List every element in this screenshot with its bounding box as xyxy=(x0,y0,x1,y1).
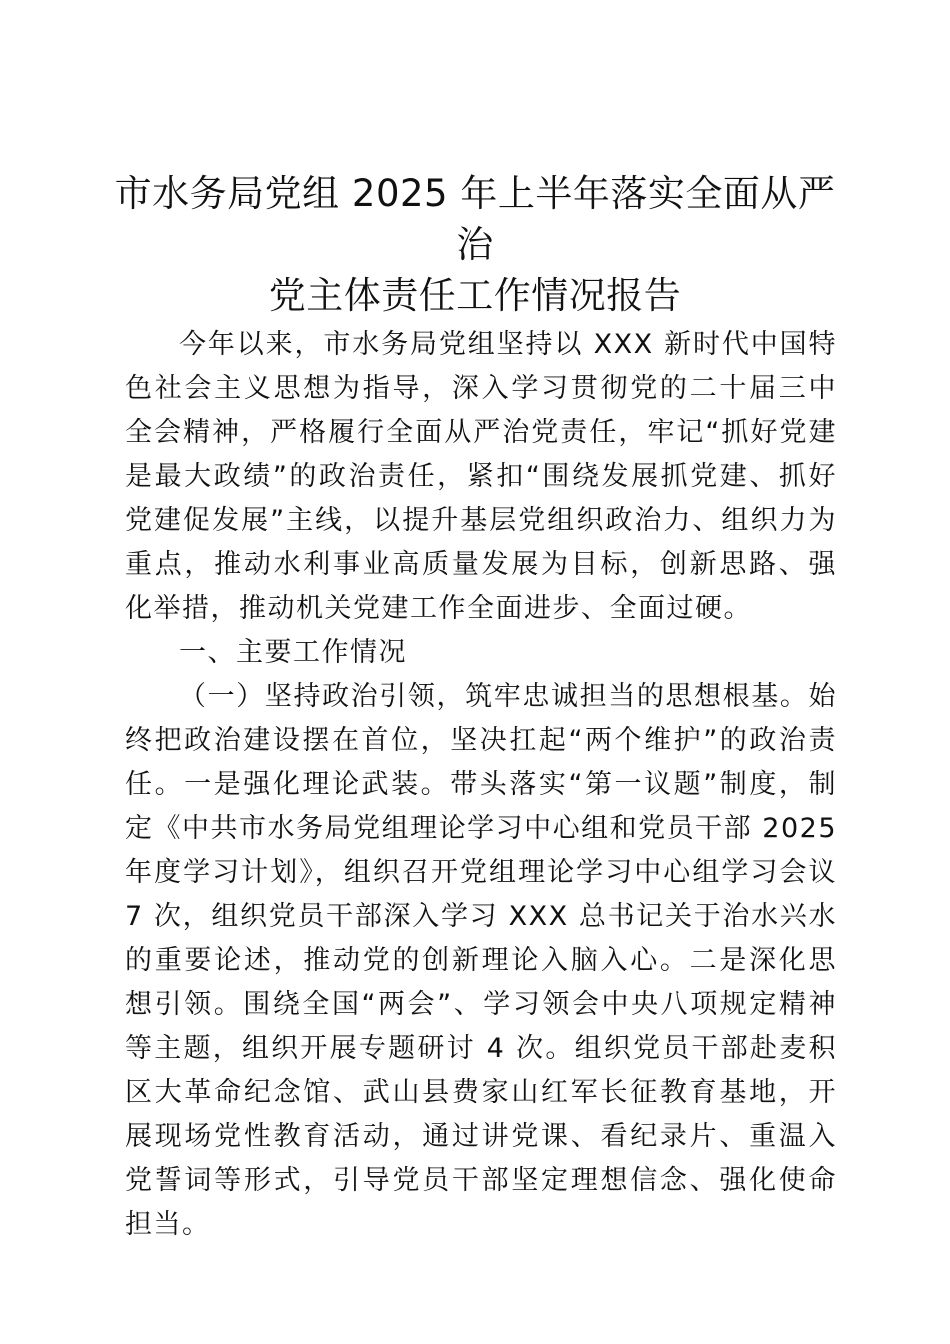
title-line-2: 党主体责任工作情况报告 xyxy=(268,274,682,317)
document-body xyxy=(125,323,837,1247)
title-line-1: 市水务局党组 2025 年上半年落实全面从严治 xyxy=(114,172,836,266)
intro-paragraph: 今年以来，市水务局党组坚持以 XXX 新时代中国特色社会主义思想为指导，深入学习贯彻党的二十届三中全会精神，严格履行全面从严治党责任，牢记“抓好党建是最大政绩”的政治责任，紧扣“围绕发展抓党建、抓好党建促发展”主线，以提升基层党组织政治力、组织力为重点，推动水利事业高质量发展为目标，创新思路、强化举措，推动机关党建工作全面进步、全面过硬。 xyxy=(125,329,837,624)
subsection-paragraph: （一）坚持政治引领，筑牢忠诚担当的思想根基。始终把政治建设摆在首位，坚决扛起“两个维护”的政治责任。一是强化理论武装。带头落实“第一议题”制度，制定《中共市水务局党组理论学习中心组和党员干部 2025 年度学习计划》，组织召开党组理论学习中心组学习会议 7 次，组织党员干部深入学习 XXX 总书记关于治水兴水的重要论述，推动党的创新理论入脑入心。二是深化思想引领。围绕全国“两会”、学习领会中央八项规定精神等主题，组织开展专题研讨 4 次。组织党员干部赴麦积区大革命纪念馆、武山县费家山红军长征教育基地，开展现场党性教育活动，通过讲党课、看纪录片、重温入党誓词等形式，引导党员干部坚定理想信念、强化使命担当。 xyxy=(125,681,837,1240)
document-title xyxy=(110,168,840,321)
section-heading: 一、主要工作情况 xyxy=(179,637,407,668)
